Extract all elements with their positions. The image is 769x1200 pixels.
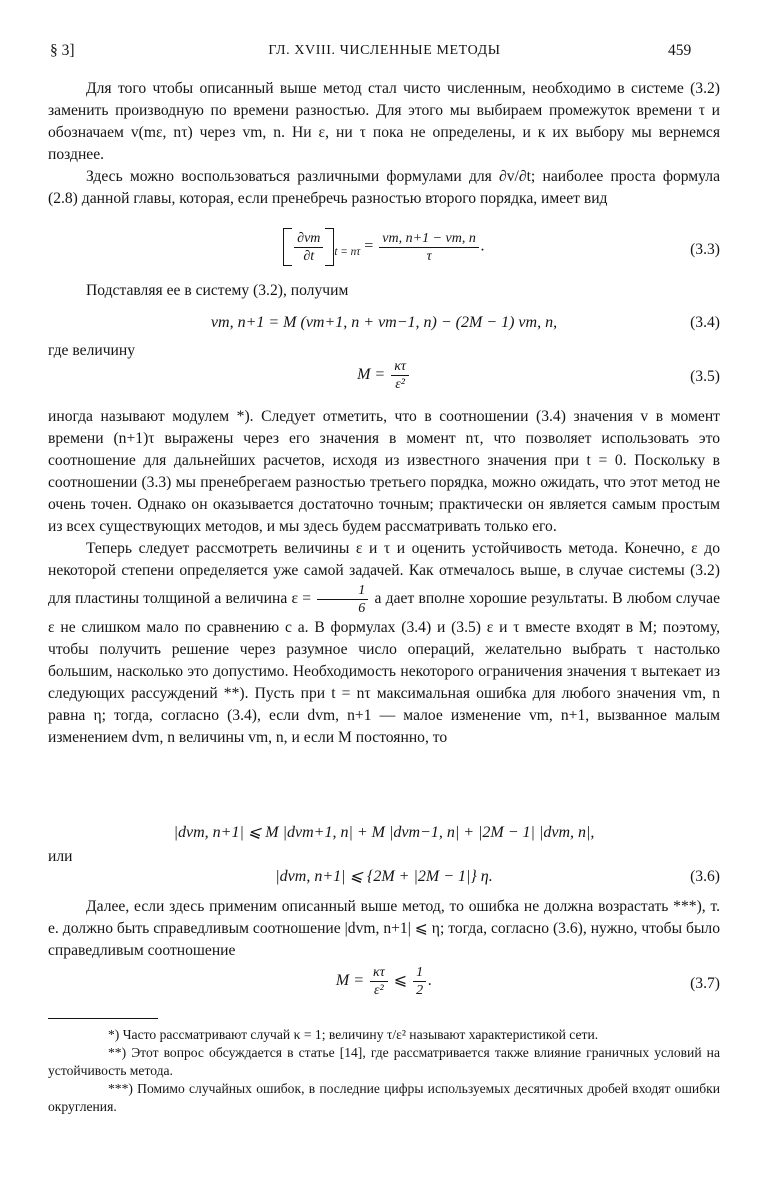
section-marker: § 3] <box>50 42 75 59</box>
difference-denominator: τ <box>426 248 432 264</box>
equation-number: (3.6) <box>690 868 720 885</box>
derivative-denominator: ∂t <box>303 248 315 264</box>
text-block-2 <box>48 280 720 302</box>
paragraph: Здесь можно воспользоваться различными формулами для ∂v/∂t; наиболее проста формула (2.8) данной главы, которая, если пренебречь разностью второго порядка, имеет вид <box>48 168 720 207</box>
equation-number: (3.7) <box>690 975 720 992</box>
fraction-one-sixth: $\frac{1}{6}$ <box>317 582 368 617</box>
text-block-4 <box>48 406 720 749</box>
footnote-rule <box>48 1018 158 1019</box>
equation-3-3 <box>48 228 720 272</box>
equation-formula: $\frac{\partial vm}{\partial t}$ $_{t = n\tau}$ = $\frac{vm, n+1 - vm, n}{\tau}$ . <box>48 228 720 266</box>
difference-numerator: vm, n+1 − vm, n <box>379 230 479 248</box>
text-block-6 <box>48 896 720 962</box>
evaluation-subscript: t = nτ <box>334 245 361 258</box>
page-number: 459 <box>668 42 692 59</box>
paragraph: Подставляя ее в систему (3.2), получим <box>86 282 349 299</box>
paragraph: иногда называют модулем *). Следует отметить, что в соотношении (3.4) значения v в момент времени (n+1)τ выражены через его значения в момент nτ, что позволяет использовать это соотношение для дальнейших расчетов, исходя из известного значения при t = 0. Поскольку в соотношении (3.3) мы пренебрегаем разностью третьего порядка, можно ожидать, что этот метод не очень точен. Однако он оказывается достаточно точным; практически он является самым простым из всех существующих методов, и мы здесь будем рассматривать только его. <box>48 408 720 535</box>
equation-3-4 <box>48 312 720 342</box>
running-title: ГЛ. XVIII. ЧИСЛЕННЫЕ МЕТОДЫ <box>268 43 501 58</box>
equation-formula: |dvm, n+1| ⩽ M |dvm+1, n| + M |dvm−1, n| + |2M − 1| |dvm, n|, <box>173 824 595 841</box>
footnote-3: ***) Помимо случайных ошибок, в последние цифры используемых десятичных дробей входят ошибки округления. <box>48 1081 720 1114</box>
equation-number: (3.4) <box>690 314 720 331</box>
paragraph: Теперь следует рассмотреть величины ε и τ и оценить устойчивость метода. Конечно, ε до некоторой степени определяется уже самой задачей. Как отмечалось выше, в случае системы (3.2) для пластины толщиной a величина ε = $\frac{1}{6}$ a дает вполне хорошие результаты. В любом случае ε не слишком мало по сравнению с a. В формулах (3.4) и (3.5) ε и τ вместе входят в M; поэтому, чтобы получить решение через разумное число операций, желательно выбрать τ настолько большим, насколько это допустимо. Необходимость некоторого ограничения значения τ вытекает из следующих рассуждений **). Пусть при t = nτ максимальная ошибка для любого значения vm, n равна η; тогда, согласно (3.4), если dvm, n+1 — малое изменение vm, n+1, вызванное малым изменением dvm, n величины vm, n, и если M постоянно, то <box>48 540 720 746</box>
footnotes <box>48 1026 720 1116</box>
equation-3-6 <box>48 866 720 896</box>
equation-formula: vm, n+1 = M (vm+1, n + vm−1, n) − (2M − 1) vm, n, <box>210 314 558 331</box>
equation-formula: M = $\frac{\kappa\tau}{\text{ε²}}$ ⩽ $\frac{1}{2}$ . <box>335 965 433 998</box>
footnote-2: **) Этот вопрос обсуждается в статье [14], где рассматривается также влияние граничных условий на устойчивость метода. <box>48 1045 720 1078</box>
equation-3-7 <box>48 964 720 1006</box>
equation-formula: M = $\frac{\kappa\tau}{\text{ε²}}$ <box>48 358 720 393</box>
paragraph: Далее, если здесь применим описанный выше метод, то ошибка не должна возрастать ***), т. е. должно быть справедливым соотношение |dvm, n+1| ⩽ η; тогда, согласно (3.6), нужно, чтобы было справедливым соотношение <box>48 898 720 959</box>
paragraph: или <box>48 848 73 865</box>
text-block-1 <box>48 78 720 210</box>
derivative-numerator: ∂vm <box>294 230 323 248</box>
equation-number: (3.3) <box>690 241 720 258</box>
equation-formula: |dvm, n+1| ⩽ {2M + |2M − 1|} η. <box>275 868 493 885</box>
footnote-1: *) Часто рассматривают случай κ = 1; величину τ/ε² называют характеристикой сети. <box>108 1027 599 1042</box>
text-block-5 <box>48 846 720 868</box>
equation-3-5 <box>48 358 720 398</box>
paragraph: где величину <box>48 342 136 359</box>
equation-number: (3.5) <box>690 368 720 385</box>
paragraph: Для того чтобы описанный выше метод стал чисто численным, необходимо в системе (3.2) заменить производную по времени разностью. Для этого мы выбираем промежуток времени τ и обозначаем v(mε, nτ) через vm, n. Ни ε, ни τ пока не определены, и к их выбору мы вернемся позднее. <box>48 80 720 163</box>
